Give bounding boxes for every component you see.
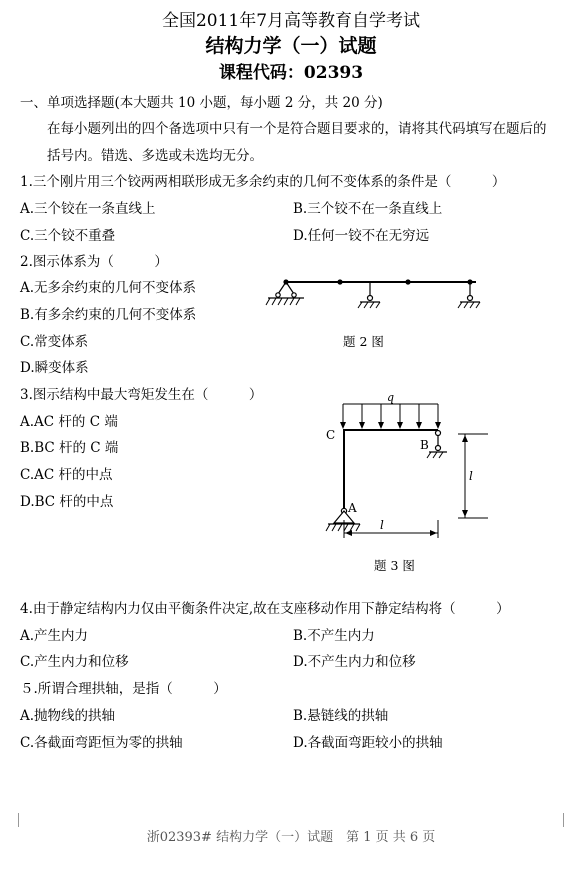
question-1-option-a: A.三个铰在一条直线上: [20, 201, 156, 217]
question-2-stem: 2.图示体系为（ ）: [20, 254, 168, 270]
section-heading: 一、单项选择题(本大题共 10 小题，每小题 2 分，共 20 分): [20, 95, 383, 111]
question-1-stem: 1.三个刚片用三个铰两两相联形成无多余约束的几何不变体系的条件是（ ）: [20, 174, 506, 190]
corner-mark-left: [4, 813, 19, 827]
page-footer: 浙02393# 结构力学（一）试题 第 1 页 共 6 页: [146, 830, 436, 845]
question-3-stem: 3.图示结构中最大弯矩发生在（ ）: [20, 387, 263, 403]
figure-3-label-c: C: [326, 428, 336, 442]
question-2-option-b: B.有多余约束的几何不变体系: [20, 307, 197, 323]
exam-header-line: 全国2011年7月高等教育自学考试: [161, 11, 421, 31]
question-1-option-d: D.任何一铰不在无穷远: [293, 228, 430, 244]
question-3-option-b: B.BC 杆的 C 端: [20, 440, 119, 456]
question-5-option-b: B.悬链线的拱轴: [293, 708, 389, 724]
question-2-option-a: A.无多余约束的几何不变体系: [20, 280, 197, 296]
question-4-option-c: C.产生内力和位移: [20, 654, 129, 670]
figure-3-dimension-vertical: l: [469, 469, 473, 483]
figure-3-label-b: B: [420, 438, 429, 452]
question-3-option-c: C.AC 杆的中点: [20, 467, 113, 483]
question-4-option-a: A.产生内力: [20, 628, 89, 644]
exam-title: 结构力学（一）试题: [205, 35, 377, 57]
question-4-option-b: B.不产生内力: [293, 628, 375, 644]
corner-mark-right: [563, 813, 578, 827]
question-5-option-c: C.各截面弯距恒为零的拱轴: [20, 735, 183, 751]
question-3-option-a: A.AC 杆的 C 端: [20, 414, 118, 430]
question-4-stem: 4.由于静定结构内力仅由平衡条件决定,故在支座移动作用下静定结构将（ ）: [20, 601, 510, 617]
question-5-option-d: D.各截面弯距较小的拱轴: [293, 735, 443, 751]
figure-3-diagram: [310, 392, 500, 552]
figure-3-label-a: A: [348, 501, 357, 515]
course-code: 课程代码：02393: [218, 63, 364, 83]
figure-3-caption: 题 3 图: [374, 558, 415, 573]
question-3-option-d: D.BC 杆的中点: [20, 494, 114, 510]
figure-2-caption: 题 2 图: [343, 334, 384, 349]
figure-3-load-label: q: [387, 392, 395, 404]
figure-2-diagram: [258, 270, 488, 320]
section-instruction-line2: 括号内。错选、多选或未选均无分。: [47, 148, 263, 164]
figure-3-dimension-horizontal: l: [380, 518, 384, 532]
question-5-option-a: A.抛物线的拱轴: [20, 708, 116, 724]
question-2-option-c: C.常变体系: [20, 334, 89, 350]
question-5-stem: ５.所谓合理拱轴，是指（ ）: [20, 681, 227, 697]
section-instruction-line1: 在每小题列出的四个备选项中只有一个是符合题目要求的，请将其代码填写在题后的: [47, 121, 547, 137]
question-1-option-b: B.三个铰不在一条直线上: [293, 201, 443, 217]
question-1-option-c: C.三个铰不重叠: [20, 228, 116, 244]
question-4-option-d: D.不产生内力和位移: [293, 654, 416, 670]
question-2-option-d: D.瞬变体系: [20, 360, 89, 376]
